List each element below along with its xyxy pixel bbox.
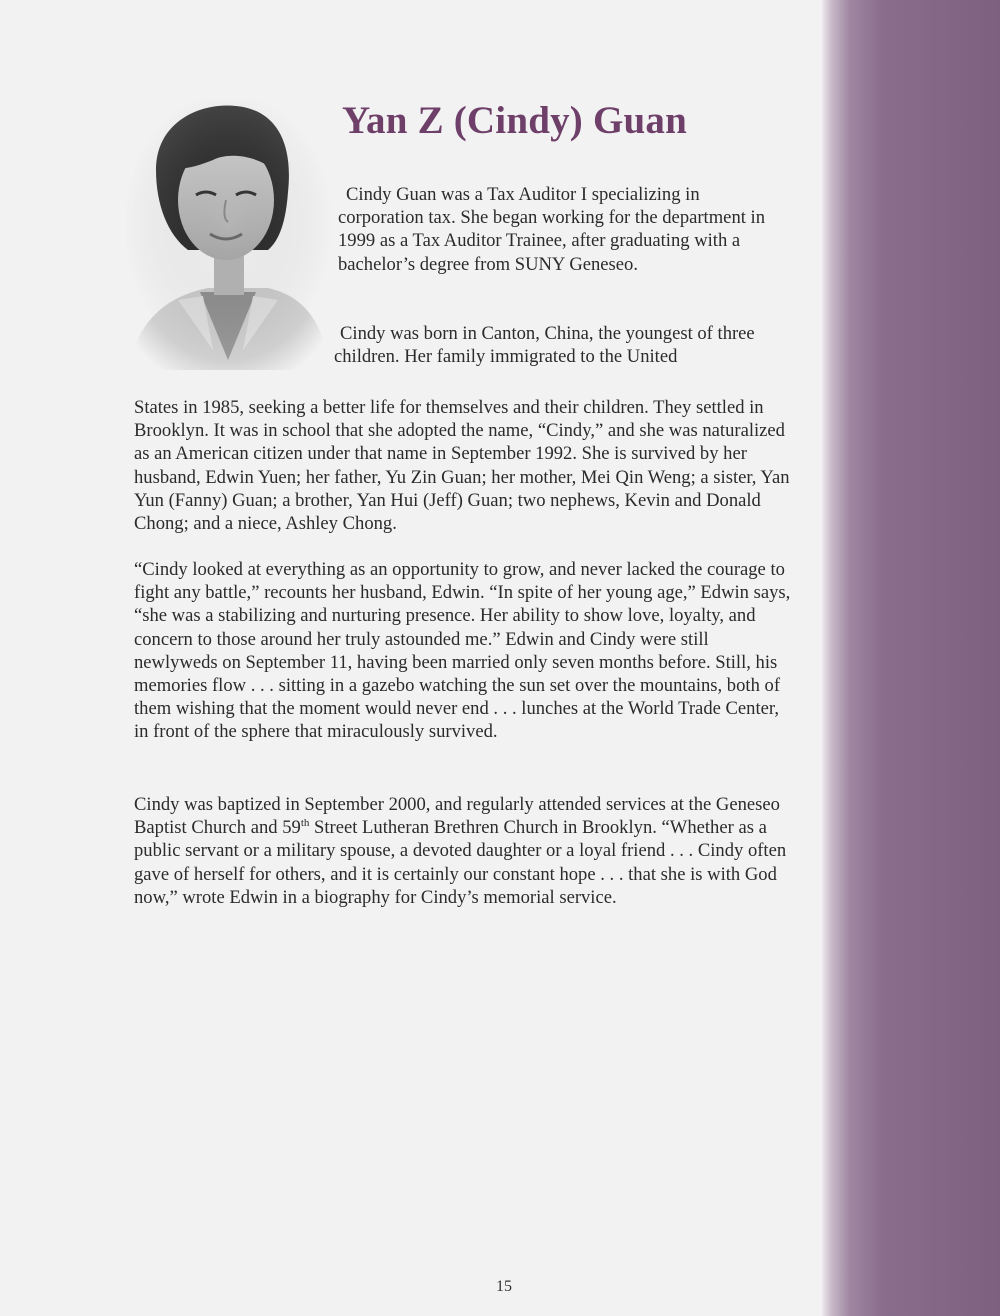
faith-text-start: Cindy was baptized in September 2000, and regularly attended services at the Geneseo Baptist Church and 59 — [134, 794, 780, 839]
faith-text-end: Street Lutheran Brethren Church in Brooklyn. “Whether as a public servant or a military spouse, a devoted daughter or a loyal friend . . . Cindy often gave of herself for others, and it is certainly our constant hope . . . that she is with God now,” wrote Edwin in a biography for Cindy’s memorial service. — [134, 817, 787, 908]
ordinal-suffix: th — [300, 817, 310, 830]
paragraph-role: Cindy Guan was a Tax Auditor I specializing in corporation tax. She began working for the department in 1999 as a Tax Auditor Trainee, after graduating with a bachelor’s degree from SUNY Geneseo. — [338, 184, 766, 275]
page-number: 15 — [496, 1278, 512, 1295]
paragraph-husband-quote: “Cindy looked at everything as an opportunity to grow, and never lacked the courage to fight any battle,” recounts her husband, Edwin. “In spite of her young age,” Edwin says, “she was a stabilizing and nurturing presence. Her ability to show love, loyalty, and concern to those around her truly astounded me.” Edwin and Cindy were still newlyweds on September 11, having been married only seven months before. Still, his memories flow . . . sitting in a gazebo watching the sun set over the mountains, both of them wishing that the moment would never end . . . lunches at the World Trade Center, in front of the sphere that miraculously survived. — [134, 559, 791, 743]
paragraph-background-continued: States in 1985, seeking a better life for themselves and their children. They settled in Brooklyn. It was in school that she adopted the name, “Cindy,” and she was naturalized as an American citizen under that name in September 1992. She is survived by her husband, Edwin Yuen; her father, Yu Zin Guan; her mother, Mei Qin Weng; a sister, Yan Yun (Fanny) Guan; a brother, Yan Hui (Jeff) Guan; two nephews, Kevin and Donald Chong; and a niece, Ashley Chong. — [134, 397, 790, 535]
page-title: Yan Z (Cindy) Guan — [342, 99, 687, 142]
paragraph-background-start: Cindy was born in Canton, China, the youngest of three children. Her family immigrated to the United — [334, 323, 755, 368]
paragraph-faith — [134, 793, 794, 909]
purple-sidebar — [822, 0, 1000, 1316]
portrait-photo — [118, 100, 338, 380]
